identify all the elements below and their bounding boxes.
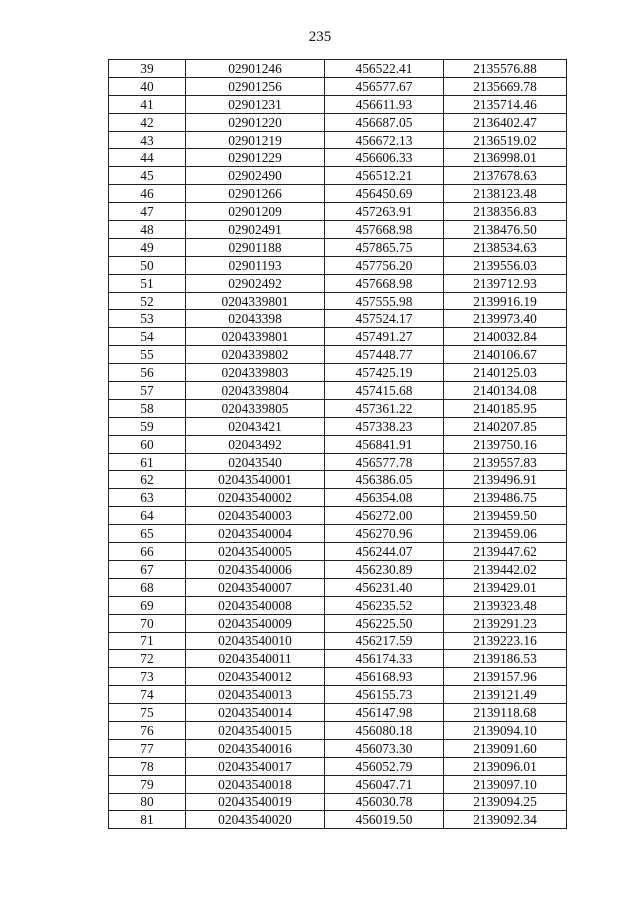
- y-coordinate-cell: 2140185.95: [444, 399, 567, 417]
- y-coordinate-cell: 2139459.50: [444, 507, 567, 525]
- table-row: [109, 256, 567, 274]
- point-code-cell: 02902490: [186, 167, 325, 185]
- x-coordinate-cell: 456174.33: [325, 650, 444, 668]
- y-coordinate-cell: 2138534.63: [444, 238, 567, 256]
- x-coordinate-cell: 456606.33: [325, 149, 444, 167]
- y-coordinate-cell: 2139291.23: [444, 614, 567, 632]
- x-coordinate-cell: 456155.73: [325, 686, 444, 704]
- y-coordinate-cell: 2139712.93: [444, 274, 567, 292]
- y-coordinate-cell: 2139091.60: [444, 739, 567, 757]
- x-coordinate-cell: 457756.20: [325, 256, 444, 274]
- point-code-cell: 02043540012: [186, 668, 325, 686]
- x-coordinate-cell: 456687.05: [325, 113, 444, 131]
- point-code-cell: 02043540014: [186, 704, 325, 722]
- y-coordinate-cell: 2139486.75: [444, 489, 567, 507]
- row-number-cell: 74: [109, 686, 186, 704]
- x-coordinate-cell: 456019.50: [325, 811, 444, 829]
- row-number-cell: 39: [109, 60, 186, 78]
- table-row: [109, 507, 567, 525]
- table-row: [109, 435, 567, 453]
- point-code-cell: 02902491: [186, 221, 325, 239]
- row-number-cell: 53: [109, 310, 186, 328]
- table-row: [109, 721, 567, 739]
- point-code-cell: 0204339801: [186, 328, 325, 346]
- row-number-cell: 66: [109, 543, 186, 561]
- point-code-cell: 0204339802: [186, 346, 325, 364]
- table-row: [109, 399, 567, 417]
- x-coordinate-cell: 456168.93: [325, 668, 444, 686]
- x-coordinate-cell: 456270.96: [325, 525, 444, 543]
- table-row: [109, 346, 567, 364]
- table-row: [109, 650, 567, 668]
- y-coordinate-cell: 2136998.01: [444, 149, 567, 167]
- y-coordinate-cell: 2139323.48: [444, 596, 567, 614]
- table-row: [109, 775, 567, 793]
- x-coordinate-cell: 457491.27: [325, 328, 444, 346]
- x-coordinate-cell: 456522.41: [325, 60, 444, 78]
- point-code-cell: 02043540010: [186, 632, 325, 650]
- point-code-cell: 02901256: [186, 77, 325, 95]
- table-row: [109, 149, 567, 167]
- row-number-cell: 60: [109, 435, 186, 453]
- point-code-cell: 02043540002: [186, 489, 325, 507]
- row-number-cell: 48: [109, 221, 186, 239]
- x-coordinate-cell: 457338.23: [325, 417, 444, 435]
- row-number-cell: 70: [109, 614, 186, 632]
- y-coordinate-cell: 2139973.40: [444, 310, 567, 328]
- y-coordinate-cell: 2139097.10: [444, 775, 567, 793]
- point-code-cell: 02043492: [186, 435, 325, 453]
- x-coordinate-cell: 456147.98: [325, 704, 444, 722]
- x-coordinate-cell: 457415.68: [325, 382, 444, 400]
- x-coordinate-cell: 456611.93: [325, 95, 444, 113]
- point-code-cell: 02043540007: [186, 578, 325, 596]
- table-row: [109, 221, 567, 239]
- x-coordinate-cell: 456073.30: [325, 739, 444, 757]
- y-coordinate-cell: 2139223.16: [444, 632, 567, 650]
- point-code-cell: 02901266: [186, 185, 325, 203]
- x-coordinate-cell: 456235.52: [325, 596, 444, 614]
- point-code-cell: 02043540016: [186, 739, 325, 757]
- y-coordinate-cell: 2139118.68: [444, 704, 567, 722]
- table-row: [109, 686, 567, 704]
- row-number-cell: 67: [109, 560, 186, 578]
- y-coordinate-cell: 2139557.83: [444, 453, 567, 471]
- x-coordinate-cell: 456272.00: [325, 507, 444, 525]
- table-row: [109, 596, 567, 614]
- row-number-cell: 73: [109, 668, 186, 686]
- point-code-cell: 02043540011: [186, 650, 325, 668]
- x-coordinate-cell: 456841.91: [325, 435, 444, 453]
- table-row: [109, 417, 567, 435]
- y-coordinate-cell: 2138356.83: [444, 203, 567, 221]
- row-number-cell: 79: [109, 775, 186, 793]
- table-row: [109, 704, 567, 722]
- table-row: [109, 328, 567, 346]
- point-code-cell: 02043398: [186, 310, 325, 328]
- x-coordinate-cell: 456672.13: [325, 131, 444, 149]
- x-coordinate-cell: 457668.98: [325, 221, 444, 239]
- x-coordinate-cell: 456217.59: [325, 632, 444, 650]
- y-coordinate-cell: 2138476.50: [444, 221, 567, 239]
- y-coordinate-cell: 2139459.06: [444, 525, 567, 543]
- y-coordinate-cell: 2140207.85: [444, 417, 567, 435]
- y-coordinate-cell: 2139750.16: [444, 435, 567, 453]
- y-coordinate-cell: 2135714.46: [444, 95, 567, 113]
- row-number-cell: 41: [109, 95, 186, 113]
- table-row: [109, 632, 567, 650]
- row-number-cell: 46: [109, 185, 186, 203]
- point-code-cell: 02043540013: [186, 686, 325, 704]
- y-coordinate-cell: 2139096.01: [444, 757, 567, 775]
- y-coordinate-cell: 2136402.47: [444, 113, 567, 131]
- x-coordinate-cell: 456577.78: [325, 453, 444, 471]
- row-number-cell: 47: [109, 203, 186, 221]
- x-coordinate-cell: 457361.22: [325, 399, 444, 417]
- y-coordinate-cell: 2140106.67: [444, 346, 567, 364]
- row-number-cell: 76: [109, 721, 186, 739]
- table-row: [109, 382, 567, 400]
- row-number-cell: 69: [109, 596, 186, 614]
- table-row: [109, 113, 567, 131]
- row-number-cell: 51: [109, 274, 186, 292]
- row-number-cell: 68: [109, 578, 186, 596]
- y-coordinate-cell: 2138123.48: [444, 185, 567, 203]
- y-coordinate-cell: 2140125.03: [444, 364, 567, 382]
- row-number-cell: 78: [109, 757, 186, 775]
- row-number-cell: 57: [109, 382, 186, 400]
- point-code-cell: 0204339804: [186, 382, 325, 400]
- point-code-cell: 02043540006: [186, 560, 325, 578]
- table-row: [109, 310, 567, 328]
- point-code-cell: 02901220: [186, 113, 325, 131]
- row-number-cell: 80: [109, 793, 186, 811]
- y-coordinate-cell: 2139094.25: [444, 793, 567, 811]
- table-row: [109, 453, 567, 471]
- row-number-cell: 64: [109, 507, 186, 525]
- point-code-cell: 02043540015: [186, 721, 325, 739]
- row-number-cell: 42: [109, 113, 186, 131]
- table-row: [109, 489, 567, 507]
- x-coordinate-cell: 456052.79: [325, 757, 444, 775]
- y-coordinate-cell: 2135576.88: [444, 60, 567, 78]
- table-row: [109, 560, 567, 578]
- y-coordinate-cell: 2139496.91: [444, 471, 567, 489]
- x-coordinate-cell: 456231.40: [325, 578, 444, 596]
- row-number-cell: 62: [109, 471, 186, 489]
- point-code-cell: 02043540018: [186, 775, 325, 793]
- row-number-cell: 54: [109, 328, 186, 346]
- point-code-cell: 02043540017: [186, 757, 325, 775]
- y-coordinate-cell: 2139442.02: [444, 560, 567, 578]
- row-number-cell: 50: [109, 256, 186, 274]
- table-row: [109, 131, 567, 149]
- x-coordinate-cell: 457425.19: [325, 364, 444, 382]
- table-row: [109, 793, 567, 811]
- y-coordinate-cell: 2139429.01: [444, 578, 567, 596]
- point-code-cell: 02043540003: [186, 507, 325, 525]
- row-number-cell: 40: [109, 77, 186, 95]
- point-code-cell: 02901231: [186, 95, 325, 113]
- point-code-cell: 0204339805: [186, 399, 325, 417]
- row-number-cell: 65: [109, 525, 186, 543]
- row-number-cell: 49: [109, 238, 186, 256]
- point-code-cell: 02043540019: [186, 793, 325, 811]
- y-coordinate-cell: 2139556.03: [444, 256, 567, 274]
- x-coordinate-cell: 456450.69: [325, 185, 444, 203]
- table-row: [109, 274, 567, 292]
- row-number-cell: 63: [109, 489, 186, 507]
- table-row: [109, 739, 567, 757]
- x-coordinate-cell: 456080.18: [325, 721, 444, 739]
- point-code-cell: 02901188: [186, 238, 325, 256]
- y-coordinate-cell: 2137678.63: [444, 167, 567, 185]
- table-row: [109, 811, 567, 829]
- row-number-cell: 77: [109, 739, 186, 757]
- table-row: [109, 757, 567, 775]
- row-number-cell: 59: [109, 417, 186, 435]
- point-code-cell: 02901193: [186, 256, 325, 274]
- point-code-cell: 02043540: [186, 453, 325, 471]
- point-code-cell: 02043540005: [186, 543, 325, 561]
- y-coordinate-cell: 2139916.19: [444, 292, 567, 310]
- point-code-cell: 02901246: [186, 60, 325, 78]
- y-coordinate-cell: 2139092.34: [444, 811, 567, 829]
- y-coordinate-cell: 2139121.49: [444, 686, 567, 704]
- x-coordinate-cell: 457865.75: [325, 238, 444, 256]
- table-row: [109, 578, 567, 596]
- point-code-cell: 02902492: [186, 274, 325, 292]
- y-coordinate-cell: 2140134.08: [444, 382, 567, 400]
- x-coordinate-cell: 456225.50: [325, 614, 444, 632]
- table-row: [109, 543, 567, 561]
- row-number-cell: 71: [109, 632, 186, 650]
- x-coordinate-cell: 456030.78: [325, 793, 444, 811]
- y-coordinate-cell: 2139186.53: [444, 650, 567, 668]
- row-number-cell: 45: [109, 167, 186, 185]
- table-row: [109, 95, 567, 113]
- point-code-cell: 02043540001: [186, 471, 325, 489]
- point-code-cell: 02043540009: [186, 614, 325, 632]
- row-number-cell: 55: [109, 346, 186, 364]
- x-coordinate-cell: 456386.05: [325, 471, 444, 489]
- point-code-cell: 02043540020: [186, 811, 325, 829]
- coordinates-table-body: [109, 60, 567, 829]
- row-number-cell: 81: [109, 811, 186, 829]
- row-number-cell: 61: [109, 453, 186, 471]
- page-number: 235: [308, 29, 332, 45]
- table-row: [109, 60, 567, 78]
- x-coordinate-cell: 456512.21: [325, 167, 444, 185]
- table-row: [109, 292, 567, 310]
- table-row: [109, 668, 567, 686]
- table-row: [109, 525, 567, 543]
- table-row: [109, 364, 567, 382]
- x-coordinate-cell: 457668.98: [325, 274, 444, 292]
- row-number-cell: 72: [109, 650, 186, 668]
- x-coordinate-cell: 457448.77: [325, 346, 444, 364]
- table-row: [109, 185, 567, 203]
- point-code-cell: 02043540008: [186, 596, 325, 614]
- table-row: [109, 238, 567, 256]
- row-number-cell: 52: [109, 292, 186, 310]
- x-coordinate-cell: 457555.98: [325, 292, 444, 310]
- x-coordinate-cell: 457524.17: [325, 310, 444, 328]
- x-coordinate-cell: 456047.71: [325, 775, 444, 793]
- point-code-cell: 02901229: [186, 149, 325, 167]
- y-coordinate-cell: 2139094.10: [444, 721, 567, 739]
- table-row: [109, 203, 567, 221]
- coordinates-table: [108, 59, 567, 829]
- point-code-cell: 02901209: [186, 203, 325, 221]
- y-coordinate-cell: 2140032.84: [444, 328, 567, 346]
- x-coordinate-cell: 456354.08: [325, 489, 444, 507]
- table-row: [109, 614, 567, 632]
- row-number-cell: 43: [109, 131, 186, 149]
- point-code-cell: 02043540004: [186, 525, 325, 543]
- x-coordinate-cell: 456577.67: [325, 77, 444, 95]
- y-coordinate-cell: 2139157.96: [444, 668, 567, 686]
- row-number-cell: 58: [109, 399, 186, 417]
- table-row: [109, 471, 567, 489]
- y-coordinate-cell: 2135669.78: [444, 77, 567, 95]
- point-code-cell: 0204339801: [186, 292, 325, 310]
- table-row: [109, 167, 567, 185]
- point-code-cell: 0204339803: [186, 364, 325, 382]
- point-code-cell: 02901219: [186, 131, 325, 149]
- point-code-cell: 02043421: [186, 417, 325, 435]
- row-number-cell: 75: [109, 704, 186, 722]
- x-coordinate-cell: 457263.91: [325, 203, 444, 221]
- x-coordinate-cell: 456230.89: [325, 560, 444, 578]
- y-coordinate-cell: 2136519.02: [444, 131, 567, 149]
- table-row: [109, 77, 567, 95]
- row-number-cell: 44: [109, 149, 186, 167]
- row-number-cell: 56: [109, 364, 186, 382]
- y-coordinate-cell: 2139447.62: [444, 543, 567, 561]
- x-coordinate-cell: 456244.07: [325, 543, 444, 561]
